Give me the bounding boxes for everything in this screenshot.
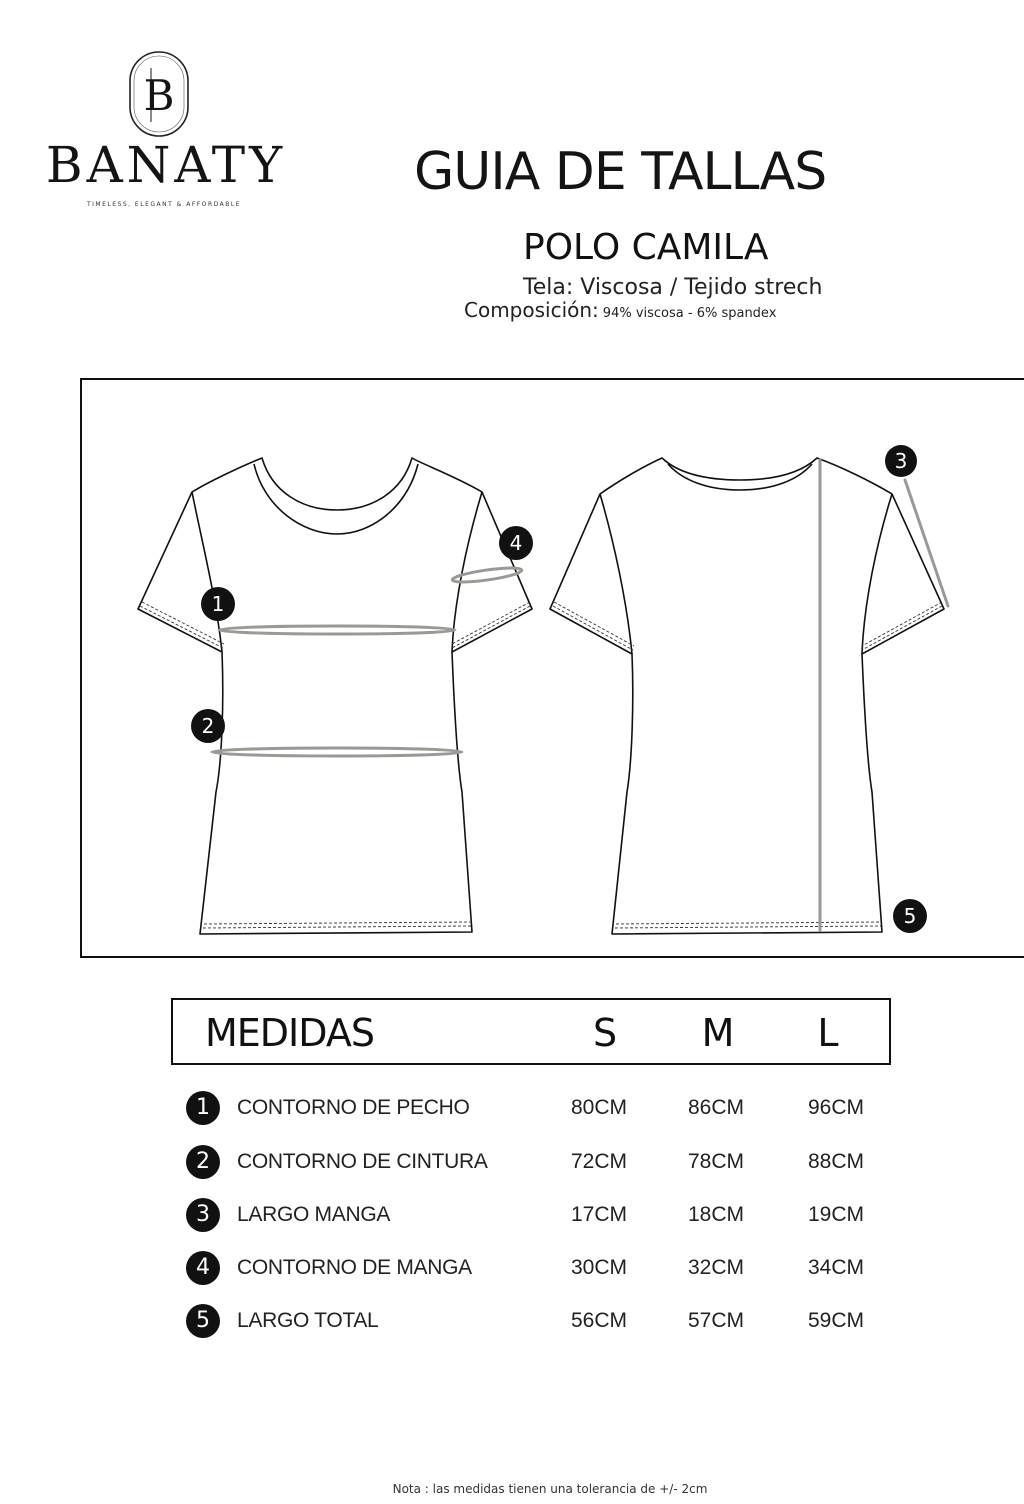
brand-name: BANATY (45, 136, 287, 194)
row-number-badge: 3 (186, 1198, 220, 1232)
front-neckline (254, 464, 418, 534)
row-number-badge: 2 (186, 1145, 220, 1179)
marker-4 (499, 526, 533, 560)
row-label: CONTORNO DE PECHO (237, 1096, 470, 1119)
svg-text:1: 1 (211, 592, 225, 616)
fabric-label: Tela: (523, 275, 574, 300)
row-number-badge: 4 (186, 1251, 220, 1285)
composition-label: Composición: (464, 298, 599, 322)
table-row (186, 1145, 906, 1181)
chest-measure-line (219, 626, 455, 634)
marker-2 (191, 709, 225, 743)
row-value-m: 18CM (687, 1203, 745, 1226)
svg-text:3: 3 (894, 449, 908, 473)
row-value-m: 86CM (687, 1096, 745, 1119)
row-value-l: 19CM (807, 1203, 865, 1226)
table-row (186, 1198, 906, 1234)
back-neckline (668, 464, 812, 490)
size-table-header (171, 998, 891, 1065)
row-value-l: 59CM (807, 1309, 865, 1332)
svg-text:4: 4 (509, 531, 523, 555)
fabric-value: Viscosa / Tejido strech (580, 275, 823, 300)
page-title: GUIA DE TALLAS (414, 142, 827, 202)
size-m-heading: M (701, 1011, 735, 1055)
marker-1 (201, 587, 235, 621)
row-label: LARGO TOTAL (237, 1309, 379, 1332)
composition-value: 94% viscosa - 6% spandex (602, 306, 777, 321)
row-value-l: 34CM (807, 1256, 865, 1279)
svg-text:5: 5 (903, 904, 917, 928)
size-l-heading: L (817, 1011, 839, 1055)
row-value-s: 30CM (570, 1256, 628, 1279)
row-value-s: 72CM (570, 1150, 628, 1173)
product-name: POLO CAMILA (523, 227, 769, 268)
row-value-m: 32CM (687, 1256, 745, 1279)
garment-diagram-panel (80, 378, 1024, 958)
svg-text:2: 2 (201, 714, 215, 738)
row-value-m: 57CM (687, 1309, 745, 1332)
measures-heading: MEDIDAS (205, 1011, 374, 1055)
tolerance-note: Nota : las medidas tienen una tolerancia de +/- 2cm (392, 1482, 708, 1496)
row-label: CONTORNO DE MANGA (237, 1256, 472, 1279)
row-value-l: 88CM (807, 1150, 865, 1173)
marker-3 (885, 445, 917, 477)
row-value-s: 80CM (570, 1096, 628, 1119)
size-s-heading: S (592, 1011, 618, 1055)
row-value-s: 17CM (570, 1203, 628, 1226)
table-row (186, 1091, 906, 1127)
row-number-badge: 5 (186, 1304, 220, 1338)
waist-measure-line (212, 748, 462, 756)
row-label: CONTORNO DE CINTURA (237, 1150, 488, 1173)
row-value-m: 78CM (687, 1150, 745, 1173)
front-tshirt-outline (138, 458, 532, 934)
brand-tagline: TIMELESS, ELEGANT & AFFORDABLE (86, 201, 242, 208)
row-value-s: 56CM (570, 1309, 628, 1332)
row-value-l: 96CM (807, 1096, 865, 1119)
brand-monogram: B (143, 71, 175, 120)
marker-5 (893, 899, 927, 933)
table-row (186, 1251, 906, 1287)
table-row (186, 1304, 906, 1340)
row-label: LARGO MANGA (237, 1203, 391, 1226)
row-number-badge: 1 (186, 1091, 220, 1125)
sleeve-length-line (905, 480, 948, 606)
